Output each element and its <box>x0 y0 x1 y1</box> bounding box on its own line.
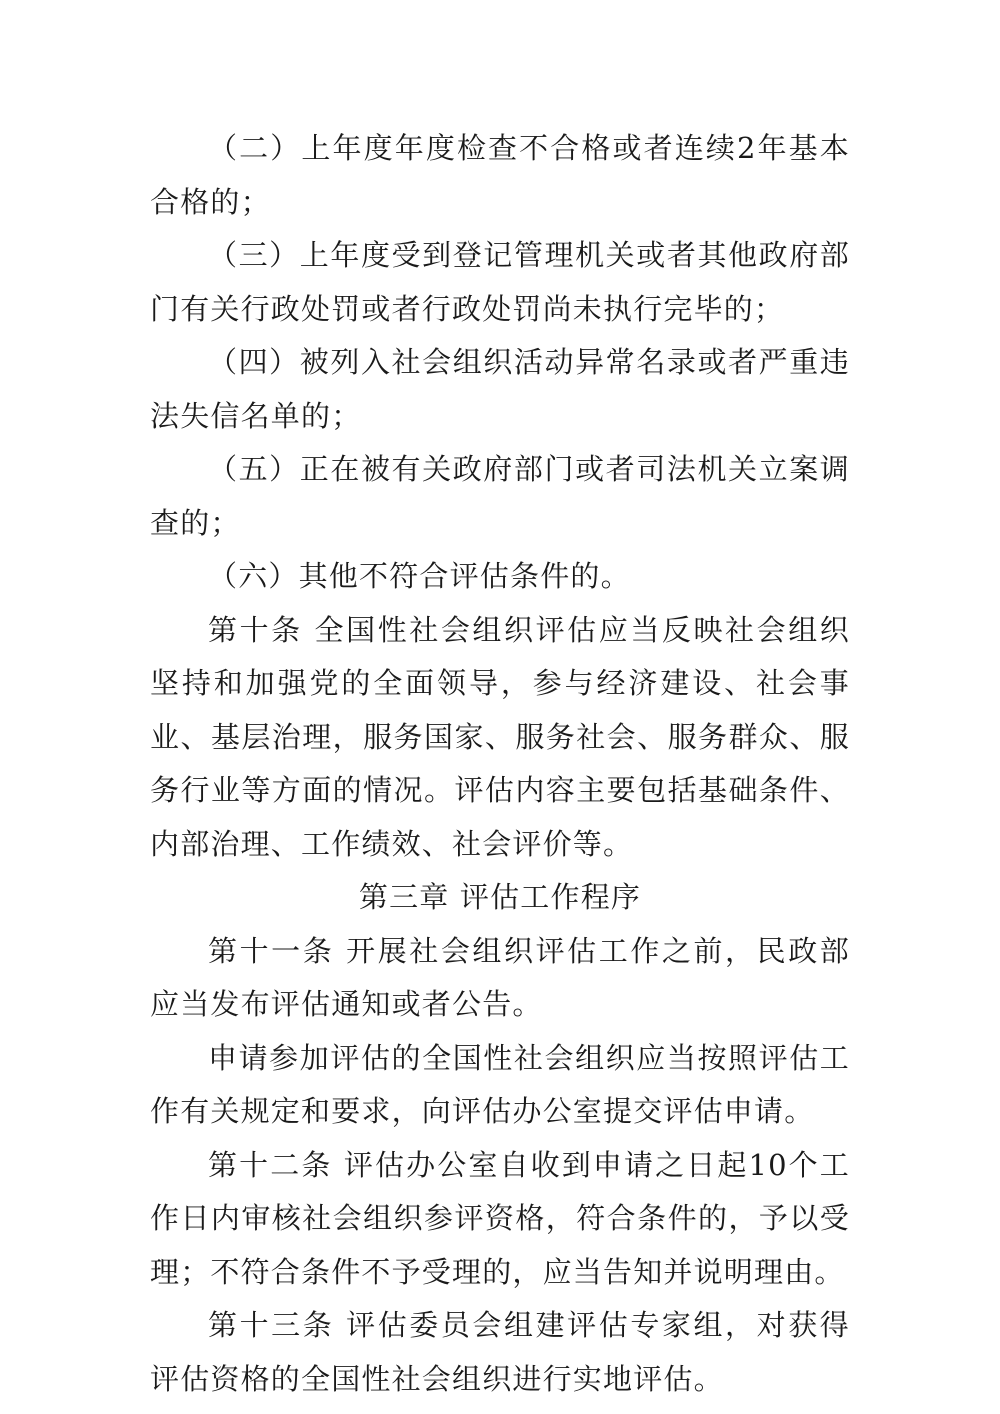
paragraph-item-3: （三）上年度受到登记管理机关或者其他政府部门有关行政处罚或者行政处罚尚未执行完毕的； <box>150 238 850 326</box>
article-11: 第十一条 开展社会组织评估工作之前，民政部应当发布评估通知或者公告。 <box>150 933 850 1021</box>
chapter-heading: 第三章 评估工作程序 <box>358 880 642 914</box>
article-11-paragraph-2: 申请参加评估的全国性社会组织应当按照评估工作有关规定和要求，向评估办公室提交评估申请。 <box>150 1040 850 1128</box>
paragraph-item-5: （五）正在被有关政府部门或者司法机关立案调查的； <box>150 452 850 540</box>
article-10: 第十条 全国性社会组织评估应当反映社会组织坚持和加强党的全面领导，参与经济建设、社会事业、基层治理，服务国家、服务社会、服务群众、服务行业等方面的情况。评估内容主要包括基础条件、内部治理、工作绩效、社会评价等。 <box>150 612 850 861</box>
paragraph-item-6: （六）其他不符合评估条件的。 <box>208 559 631 593</box>
article-13: 第十三条 评估委员会组建评估专家组，对获得评估资格的全国性社会组织进行实地评估。 <box>150 1308 850 1396</box>
article-12: 第十二条 评估办公室自收到申请之日起10个工作日内审核社会组织参评资格，符合条件的，予以受理；不符合条件不予受理的，应当告知并说明理由。 <box>150 1147 850 1289</box>
paragraph-item-4: （四）被列入社会组织活动异常名录或者严重违法失信名单的； <box>150 345 850 433</box>
document-body <box>150 122 850 1406</box>
paragraph-item-2: （二）上年度年度检查不合格或者连续2年基本合格的； <box>150 131 850 219</box>
